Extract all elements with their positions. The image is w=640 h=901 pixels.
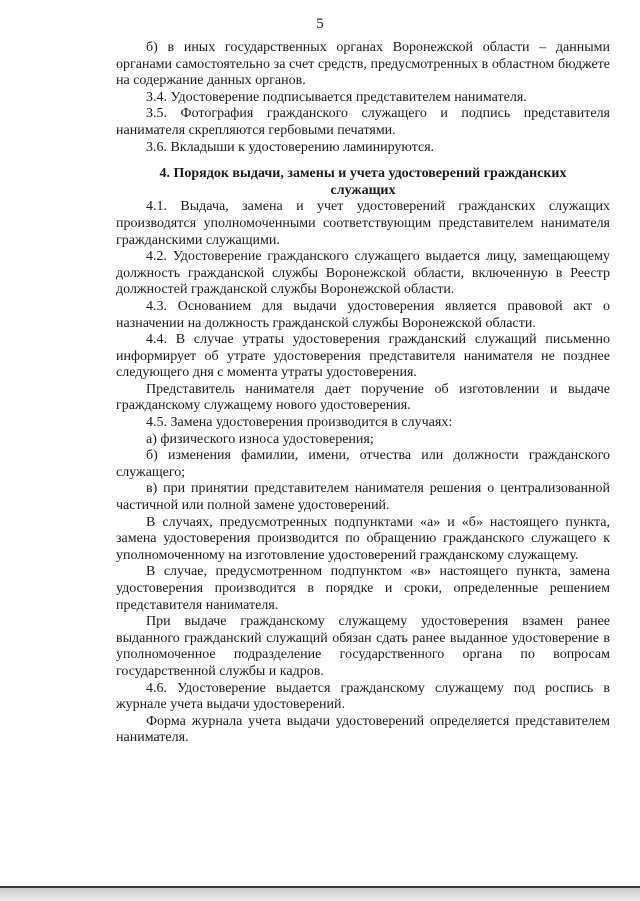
paragraph: 4.4. В случае утраты удостоверения гражданский служащий письменно информирует об утрате удостоверения представителя нанимателя не позднее следующего дня с момента утраты удостоверения.	[116, 332, 610, 381]
page-number: 5	[316, 16, 324, 32]
paragraph: 3.6. Вкладыши к удостоверению ламинируются.	[146, 139, 435, 155]
paragraph: в) при принятии представителем нанимателя решения о централизованной частичной или полной замене удостоверений.	[116, 481, 610, 514]
paragraph: 4.2. Удостоверение гражданского служащего выдается лицу, замещающему должность гражданской службы Воронежской области, включенную в Реестр должностей гражданской службы Воронежской области.	[116, 249, 610, 298]
document-body	[116, 40, 610, 747]
paragraph: 4.6. Удостоверение выдается гражданскому служащему под роспись в журнале учета выдачи удостоверений.	[116, 680, 610, 713]
paragraph: В случаях, предусмотренных подпунктами «а» и «б» настоящего пункта, замена удостоверения производится по обращению гражданского служащего к уполномоченному на изготовление удостоверений гражданскому служащему.	[116, 514, 610, 563]
paragraph: 3.4. Удостоверение подписывается представителем нанимателя.	[146, 89, 527, 105]
paragraph: 4.3. Основанием для выдачи удостоверения является правовой акт о назначении на должность гражданской службы Воронежской области.	[116, 298, 610, 331]
paragraph: В случае, предусмотренном подпунктом «в» настоящего пункта, замена удостоверения производится в порядке и сроки, определенные решением представителя нанимателя.	[116, 564, 610, 613]
paragraph: б) изменения фамилии, имени, отчества или должности гражданского служащего;	[116, 448, 610, 480]
paragraph: Форма журнала учета выдачи удостоверений определяется представителем нанимателя.	[116, 713, 610, 746]
paragraph: а) физического износа удостоверения;	[146, 431, 374, 447]
paragraph: 3.5. Фотография гражданского служащего и подпись представителя нанимателя скрепляются гербовыми печатями.	[116, 106, 610, 138]
paragraph: 4.1. Выдача, замена и учет удостоверений гражданских служащих производятся уполномоченными соответствующим представителем нанимателя гражданскими служащими.	[116, 199, 610, 248]
paragraph: Представитель нанимателя дает поручение об изготовлении и выдаче гражданскому служащему нового удостоверения.	[116, 381, 610, 414]
paragraph: При выдаче гражданскому служащему удостоверения взамен ранее выданного гражданский служащий обязан сдать ранее выданное удостоверение в уполномоченное подразделение государственного органа по вопросам государственной службы и кадров.	[116, 614, 610, 679]
paragraph: 4.5. Замена удостоверения производится в случаях:	[146, 415, 453, 431]
scan-edge-shadow	[0, 888, 640, 901]
section-heading: 4. Порядок выдачи, замены и учета удостоверений гражданских служащих	[159, 166, 567, 198]
paragraph: б) в иных государственных органах Воронежской области – данными органами самостоятельно за счет средств, предусмотренных в областном бюджете на содержание данных органов.	[116, 40, 610, 89]
